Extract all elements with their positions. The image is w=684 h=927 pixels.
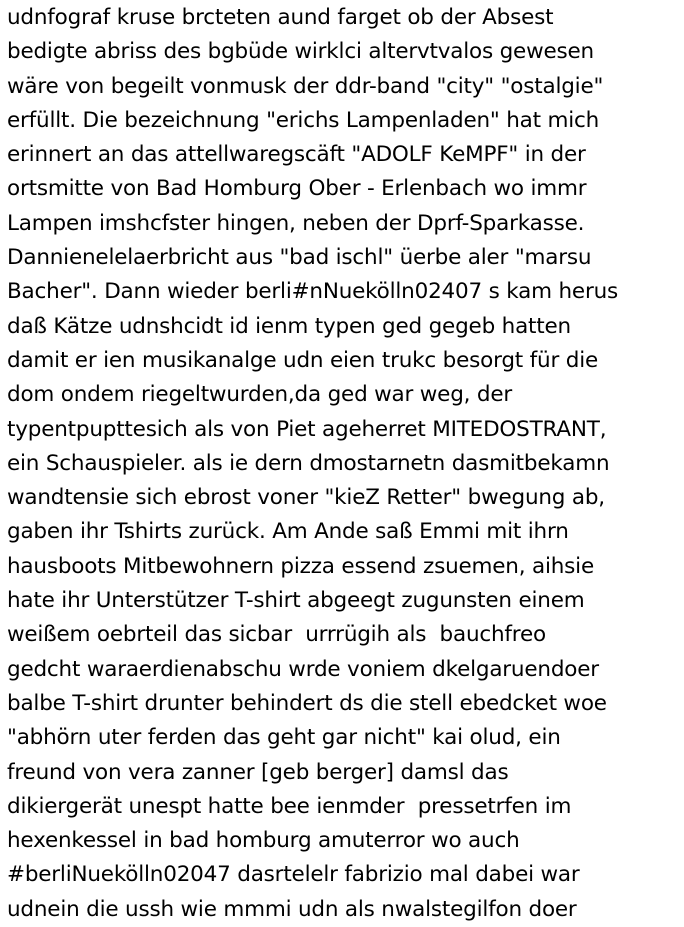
text-line: hexenkessel in bad homburg amuterror wo auch [7, 828, 520, 854]
body-text [7, 1, 683, 927]
text-line: hausboots Mitbewohnern pizza essend zsuemen, aihsie [7, 553, 594, 579]
text-line: udnfograf kruse brcteten aund farget ob der Absest [7, 5, 554, 30]
text-line: bedigte abriss des bgbüde wirklci altervtvalos gewesen [7, 39, 594, 65]
text-line: erfüllt. Die bezeichnung "erichs Lampenladen" hat mich [7, 107, 600, 133]
text-line: weißem oebrteil das sicbar urrrügih als bauchfreo [7, 622, 546, 648]
text-line: freund von vera zanner [geb berger] damsl das [7, 759, 509, 785]
text-line: typentpupttesich als von Piet ageherret MITEDOSTRANT, [7, 416, 607, 442]
text-line: ortsmitte von Bad Homburg Ober - Erlenbach wo immr [7, 176, 587, 202]
text-line: wäre von begeilt vonmusk der ddr-band "city" "ostalgie" [7, 73, 604, 99]
text-line: "abhörn uter ferden das geht gar nicht" kai olud, ein [7, 725, 561, 751]
text-line: ein Schauspieler. als ie dern dmostarnetn dasmitbekamn [7, 450, 610, 476]
text-line: udnein die ussh wie mmmi udn als nwalstegilfon doer [7, 896, 577, 922]
text-line: hate ihr Unterstützer T-shirt abgeegt zugunsten einem [7, 588, 585, 614]
text-line: damit er ien musikanalge udn eien trukc besorgt für die [7, 347, 598, 373]
text-line: erinnert an das attellwaregscäft "ADOLF KeMPF" in der [7, 142, 586, 168]
text-line: dikiergerät unespt hatte bee ienmder pressetrfen im [7, 793, 572, 819]
text-line: dom ondem riegeltwurden,da ged war weg, der [7, 382, 513, 408]
text-line: balbe T-shirt drunter behindert ds die stell ebedcket woe [7, 690, 607, 716]
text-line: #berliNuekölln02047 dasrtelelr fabrizio mal dabei war [7, 862, 580, 888]
text-line: Lampen imshcfster hingen, neben der Dprf-Sparkasse. [7, 210, 585, 236]
text-line: Dannienelelaerbricht aus "bad ischl" üerbe aler "marsu [7, 245, 592, 271]
text-line: Bacher". Dann wieder berli#nNuekölln02407 s kam herus [7, 279, 619, 305]
text-line: gedcht waraerdienabschu wrde voniem dkelgaruendoer [7, 656, 599, 682]
text-line: gaben ihr Tshirts zurück. Am Ande saß Emmi mit ihrn [7, 519, 569, 545]
text-line: daß Kätze udnshcidt id ienm typen ged gegeb hatten [7, 313, 571, 339]
text-line: wandtensie sich ebrost voner "kieZ Retter" bwegung ab, [7, 485, 605, 511]
